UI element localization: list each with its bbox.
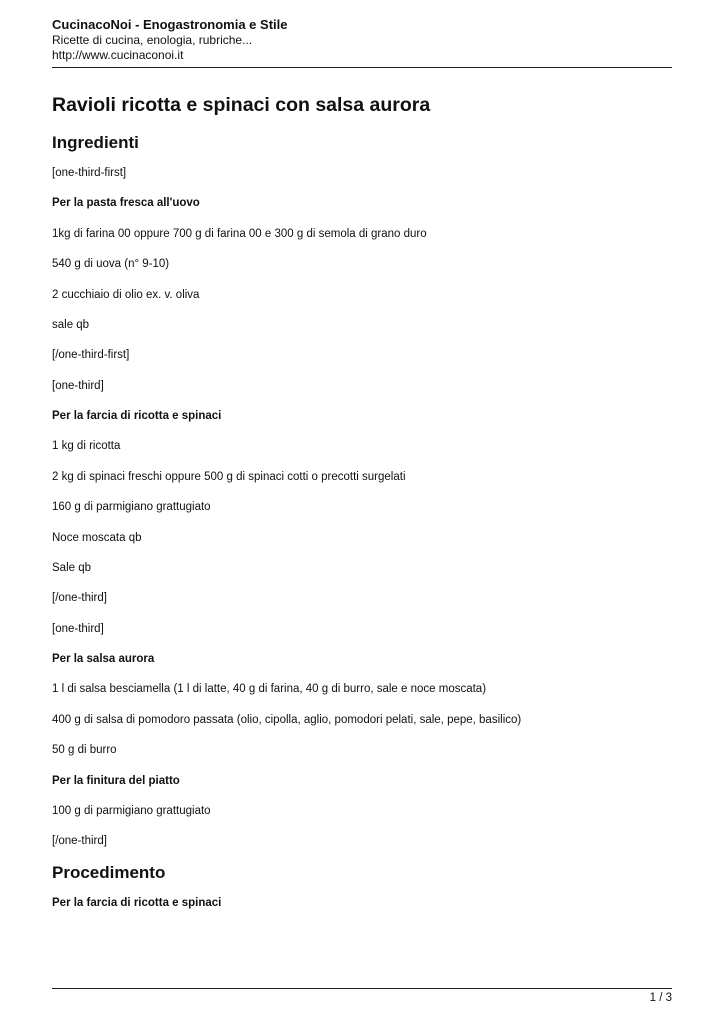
ingredient-line: 100 g di parmigiano grattugiato	[52, 804, 211, 817]
ingredient-line: 2 cucchiaio di olio ex. v. oliva	[52, 288, 200, 301]
ingredient-line: [one-third]	[52, 379, 104, 392]
ingredient-line: 1 l di salsa besciamella (1 l di latte, 40 g di farina, 40 g di burro, sale e noce moscata)	[52, 683, 487, 696]
subsection-heading: Per la farcia di ricotta e spinaci	[52, 897, 222, 909]
ingredients-heading: Ingredienti	[52, 133, 139, 152]
ingredient-line: [/one-third-first]	[52, 349, 130, 362]
document-page	[52, 0, 672, 1024]
site-name: CucinacoNoi - Enogastronomia e Stile	[52, 17, 288, 32]
ingredient-line: 50 g di burro	[52, 744, 117, 757]
ingredient-line: 400 g di salsa di pomodoro passata (olio, cipolla, aglio, pomodori pelati, sale, pepe, basilico)	[52, 713, 522, 726]
page-title: Ravioli ricotta e spinaci con salsa aurora	[52, 94, 431, 116]
page-number: 1 / 3	[649, 992, 672, 1004]
procedure-heading: Procedimento	[52, 863, 166, 882]
ingredient-line: Noce moscata qb	[52, 531, 142, 544]
subsection-heading: Per la salsa aurora	[52, 653, 155, 666]
page-header	[52, 17, 672, 68]
ingredient-line: [one-third-first]	[52, 167, 127, 179]
subsection-heading: Per la finitura del piatto	[52, 774, 180, 787]
ingredient-line: [/one-third]	[52, 835, 107, 848]
ingredient-line: Sale qb	[52, 561, 92, 574]
ingredient-line: 1kg di farina 00 oppure 700 g di farina 00 e 300 g di semola di grano duro	[52, 227, 427, 240]
ingredient-line: sale qb	[52, 318, 90, 331]
ingredient-line: [/one-third]	[52, 592, 107, 605]
site-url[interactable]: http://www.cucinaconoi.it	[52, 48, 184, 62]
subsection-heading: Per la pasta fresca all'uovo	[52, 197, 200, 210]
site-tagline: Ricette di cucina, enologia, rubriche...	[52, 33, 253, 47]
ingredient-line: 1 kg di ricotta	[52, 440, 121, 453]
ingredient-line: 2 kg di spinaci freschi oppure 500 g di spinaci cotti o precotti surgelati	[52, 470, 406, 483]
ingredient-line: 540 g di uova (n° 9-10)	[52, 258, 170, 271]
ingredient-line: 160 g di parmigiano grattugiato	[52, 501, 211, 514]
ingredient-line: [one-third]	[52, 622, 104, 635]
subsection-heading: Per la farcia di ricotta e spinaci	[52, 410, 222, 423]
page-footer	[52, 988, 672, 1004]
